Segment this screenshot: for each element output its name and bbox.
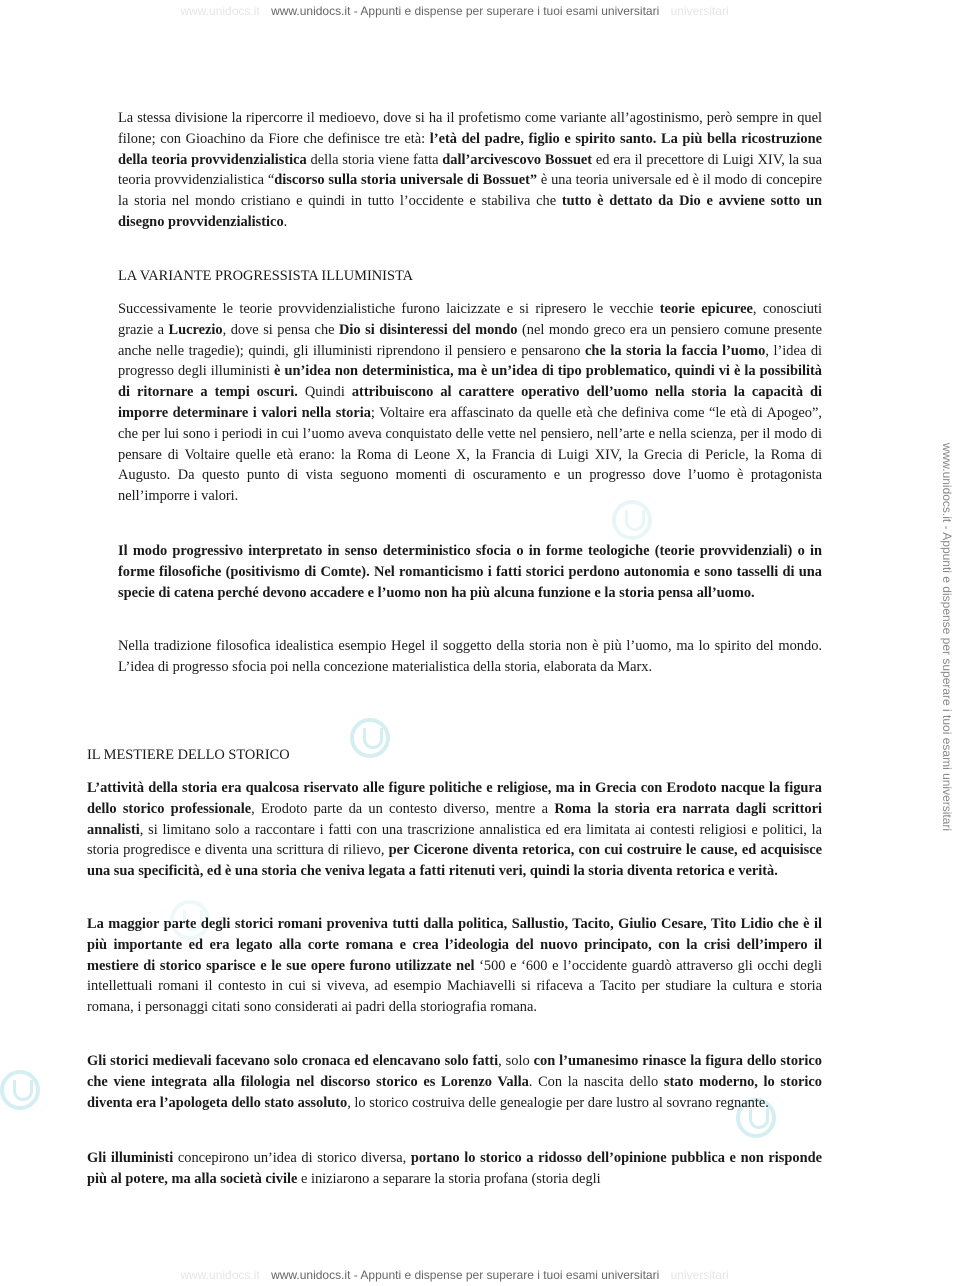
paragraph-6 bbox=[87, 914, 822, 1018]
p7-run-2: con l’umanesimo rinasce la figura dello storico che viene integrata alla filologia nel discorso storico es Lorenzo Valla bbox=[87, 1053, 822, 1090]
p1-run-7: tutto è dettato da Dio e avviene sotto un disegno provvidenzialistico bbox=[118, 193, 822, 230]
p2-run-4: , dove si pensa che bbox=[222, 321, 340, 338]
paragraph-4 bbox=[118, 636, 822, 678]
p7-run-1: , solo bbox=[498, 1053, 534, 1069]
p8-run-0: Gli illuministi bbox=[87, 1150, 174, 1166]
header-ghost-left: www.unidocs.it bbox=[180, 4, 260, 18]
p2-run-12: ; Voltaire era affascinato da quelle età che definiva come “le età di Apogeo”, che per lui sono i periodi in cui l’uomo aveva conquistato delle vette nel pensiero, nell’arte e nella scienza, per il modo di pensare di Voltaire quelle età erano: la Roma di Leone X, la Francia di Luigi XIV, la Grecia di Pericle, la Roma di Augusto. Da questo punto di vista seguono momenti di oscuramento e un progresso dove l’uomo è protagonista nell’imporre i valori. bbox=[118, 404, 822, 505]
p7-run-4: stato moderno, lo storico diventa era l’apologeta dello stato assoluto bbox=[87, 1073, 822, 1111]
footer-ghost-right: universitari bbox=[670, 1268, 729, 1282]
p6-run-0: La maggior parte degli storici romani proveniva tutti dalla politica, Sallustio, Tacito, Giulio Cesare, Tito Lidio che è il più importante ed era legato alla corte romana e crea l’ideologia del nuovo principato, con la crisi dell’impero il mestiere di storico sparisce e le sue opere furono utilizzate nel bbox=[87, 916, 822, 974]
paragraph-3 bbox=[118, 541, 822, 603]
paragraph-5 bbox=[87, 778, 822, 882]
p2-run-6: (nel mondo greco era un pensiero comune presente anche nelle tragedie); quindi, gli illuministi riprendono il pensiero e pensarono bbox=[118, 321, 822, 359]
p6-run-1: ‘500 e ‘600 e l’occidente guardò attraverso gli occhi degli intellettuali romani il contesto in cui si viveva, ad esempio Machiavelli si rifaceva a Tacito per studiare la cultura e storia romana, i personaggi citati sono considerati ai padri della storiografia romana. bbox=[87, 957, 822, 1016]
p1-run-3: dall’arcivescovo Bossuet bbox=[442, 151, 593, 168]
p2-run-5: Dio si disinteressi del mondo bbox=[339, 321, 518, 338]
heading-mestiere-storico: IL MESTIERE DELLO STORICO bbox=[87, 747, 290, 763]
right-side-watermark-text: www.unidocs.it - Appunti e dispense per superare i tuoi esami universitari bbox=[939, 442, 954, 832]
p1-run-8: . bbox=[283, 213, 288, 230]
p2-run-11: attribuiscono al carattere operativo dell’uomo nella storia la capacità di imporre determinare i valori nella storia bbox=[118, 384, 822, 421]
p8-run-3: e iniziarono a separare la storia profana (storia degli bbox=[297, 1170, 601, 1187]
p2-run-7: che la storia la faccia l’uomo bbox=[585, 342, 766, 359]
footer-text: www.unidocs.it - Appunti e dispense per superare i tuoi esami universitari bbox=[271, 1268, 660, 1282]
p7-run-5: , lo storico costruiva delle genealogie per dare lustro al sovrano regnante. bbox=[347, 1094, 769, 1111]
p5-run-1: , Erodoto parte da un contesto diverso, mentre a bbox=[251, 800, 555, 817]
p2-run-2: , conosciuti grazie a bbox=[118, 301, 822, 338]
p1-run-4: ed era il precettore di Luigi XIV, la sua teoria provvidenzialistica “ bbox=[118, 151, 822, 189]
watermark-logo-icon bbox=[0, 1070, 40, 1110]
header-text: www.unidocs.it - Appunti e dispense per superare i tuoi esami universitari bbox=[271, 4, 660, 18]
p5-run-0: L’attività della storia era qualcosa riservato alle figure politiche e religiose, ma in Grecia con Erodoto nacque la figura dello storico professionale bbox=[87, 780, 822, 817]
heading-variante-illuminista: LA VARIANTE PROGRESSISTA ILLUMINISTA bbox=[118, 268, 413, 284]
p1-run-6: è una teoria universale ed è il modo di concepire la storia nel mondo cristiano e quindi in tutto l’occidente e stabiliva che bbox=[118, 172, 822, 210]
p1-run-5: discorso sulla storia universale di Bossuet” bbox=[274, 172, 538, 189]
p8-run-2: portano lo storico a ridosso dell’opinione pubblica e non risponde più al potere, ma alla società civile bbox=[87, 1150, 823, 1187]
p2-run-8: , l’idea di progresso degli illuministi bbox=[118, 342, 823, 380]
p4-run-0: Nella tradizione filosofica idealistica esempio Hegel il soggetto della storia non è più l’uomo, ma lo spirito del mondo. L’idea di progresso sfocia poi nella concezione materialistica della storia, elaborata da Marx. bbox=[118, 638, 822, 675]
p2-run-9: è un’idea non deterministica, ma è un’idea di tipo problematico, quindi vi è la possibilità di ritornare a tempi oscuri. bbox=[118, 363, 822, 401]
paragraph-1 bbox=[118, 108, 822, 233]
p5-run-2: Roma la storia era narrata dagli scrittori annalisti bbox=[87, 800, 822, 838]
paragraph-8 bbox=[87, 1148, 822, 1190]
header-ghost-right: universitari bbox=[670, 4, 729, 18]
p7-run-3: . Con la nascita dello bbox=[528, 1073, 664, 1090]
p7-run-0: Gli storici medievali facevano solo cronaca ed elencavano solo fatti bbox=[87, 1053, 499, 1069]
p5-run-3: , si limitano solo a raccontare i fatti con una trascrizione annalistica ed era limitata ai contesti religiosi e politici, la storia progredisce e diventa una scrittura di rilievo, bbox=[87, 821, 822, 859]
p2-run-10: Quindi bbox=[297, 384, 352, 401]
p2-run-1: teorie epicuree bbox=[659, 301, 753, 317]
p1-run-1: l’età del padre, figlio e spirito santo. La più bella ricostruzione della teoria provvidenzialistica bbox=[118, 130, 822, 168]
p1-run-2: della storia viene fatta bbox=[306, 151, 443, 168]
right-side-watermark bbox=[940, 443, 954, 831]
page-header-watermark bbox=[0, 4, 909, 18]
p2-run-3: Lucrezio bbox=[168, 321, 223, 338]
footer-ghost-left: www.unidocs.it bbox=[180, 1268, 260, 1282]
paragraph-2 bbox=[118, 299, 822, 507]
p8-run-1: concepirono un’idea di storico diversa, bbox=[173, 1150, 411, 1166]
page-footer-watermark bbox=[0, 1268, 909, 1282]
p5-run-4: per Cicerone diventa retorica, con cui costruire le cause, ed acquisisce una sua specificità, ed è una storia che veniva legata a fatti ritenuti veri, quindi la storia diventa retorica e verità. bbox=[87, 842, 822, 880]
p3-run-0: Il modo progressivo interpretato in senso deterministico sfocia o in forme teologiche (teorie provvidenziali) o in forme filosofiche (positivismo di Comte). Nel romanticismo i fatti storici perdono autonomia e sono tasselli di una specie di catena perché devono accadere e l’uomo non ha più alcuna funzione e la storia pensa all’uomo. bbox=[118, 543, 822, 601]
p1-run-0: La stessa divisione la ripercorre il medioevo, dove si ha il profetismo come variante all’agostinismo, però sempre in quel filone; con Gioachino da Fiore che definisce tre età: bbox=[118, 110, 822, 147]
p2-run-0: Successivamente le teorie provvidenzialistiche furono laicizzate e si ripresero le vecchie bbox=[118, 301, 660, 317]
paragraph-7 bbox=[87, 1051, 822, 1113]
